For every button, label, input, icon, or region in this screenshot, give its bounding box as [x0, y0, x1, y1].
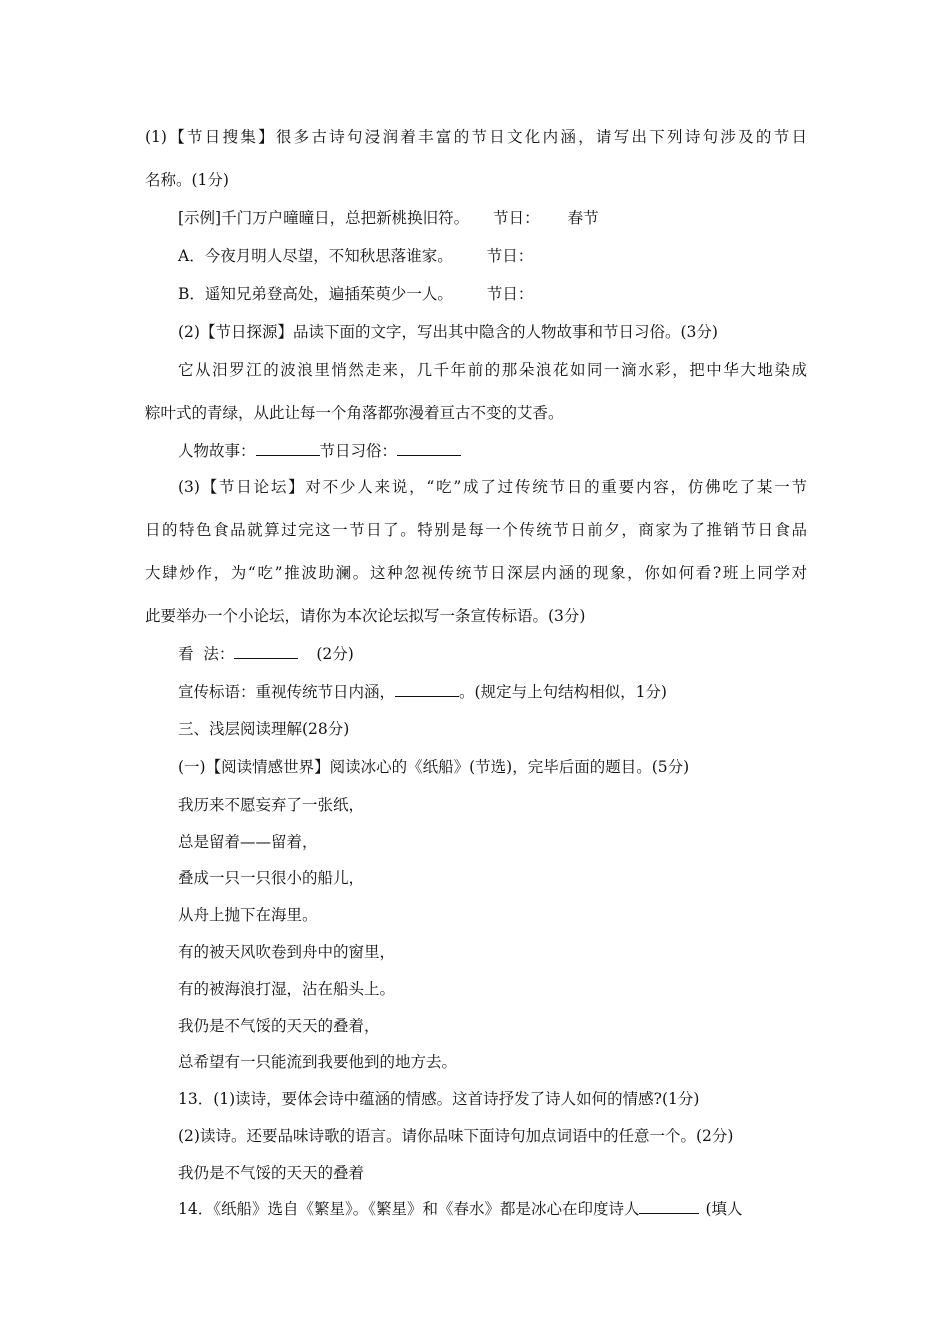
q3-view-blank[interactable] — [234, 644, 298, 659]
q1-item-b-label: 节日： — [486, 285, 534, 303]
q3-prompt-line3: 大肆炒作，为“吃”推波助澜。这种忽视传统节日深层内涵的现象，你如何看?班上同学对 — [145, 564, 807, 582]
poem-line-1: 我历来不愿妄弃了一张纸， — [178, 796, 365, 814]
q14-after: (填人 — [705, 1200, 743, 1218]
q3-view-row — [178, 644, 354, 664]
poem-line-7: 我仍是不气馁的天天的叠着， — [178, 1017, 380, 1035]
q2-prompt: (2)【节日探源】品读下面的文字，写出其中隐含的人物故事和节日习俗。(3分) — [178, 323, 718, 341]
q2-custom-blank[interactable] — [397, 441, 461, 456]
section3-sub1: (一)【阅读情感世界】阅读冰心的《纸船》(节选)，完毕后面的题目。(5分) — [178, 758, 690, 776]
q3-prompt-line1: (3)【节日论坛】对不少人来说，“吃”成了过传统节日的重要内容，仿佛吃了某一节 — [178, 478, 807, 496]
poem-line-8: 总希望有一只能流到我要他到的地方去。 — [178, 1053, 458, 1071]
poem-line-5: 有的被天风吹卷到舟中的窗里， — [178, 943, 396, 961]
q1-item-a-label: 节日： — [486, 247, 534, 265]
q2-story-label: 人物故事： — [178, 442, 256, 460]
q3-slogan-blank[interactable] — [395, 682, 459, 697]
q1-item-b — [178, 284, 533, 304]
q1-item-b-text: B．遥知兄弟登高处，遍插茱萸少一人。 — [178, 285, 453, 303]
q1-example-text: [示例]千门万户曈曈日，总把新桃换旧符。 — [178, 209, 470, 227]
q1-prompt-line1: (1)【节日搜集】很多古诗句浸润着丰富的节日文化内涵，请写出下列诗句涉及的节日 — [145, 128, 807, 146]
section3-heading: 三、浅层阅读理解(28分) — [178, 720, 350, 738]
q1-item-a-text: A．今夜月明人尽望，不知秋思落谁家。 — [178, 247, 453, 265]
q13-part2: (2)读诗。还要品味诗歌的语言。请你品味下面诗句加点词语中的任意一个。(2分) — [178, 1127, 734, 1145]
q1-example — [178, 208, 599, 228]
q1-example-label: 节日： — [493, 209, 540, 227]
q3-view-score: (2分) — [316, 645, 354, 663]
q2-passage-line2: 粽叶式的青绿，从此让每一个角落都弥漫着亘古不变的艾香。 — [145, 404, 564, 422]
q2-answer-row — [178, 441, 461, 461]
q3-prompt-line4: 此要举办一个小论坛，请你为本次论坛拟写一条宣传标语。(3分) — [145, 607, 586, 625]
q3-prompt-line2: 日的特色食品就算过完这一节日了。特别是每一个传统节日前夕，商家为了推销节日食品 — [145, 521, 807, 539]
q3-slogan-label: 宣传标语：重视传统节日内涵， — [178, 683, 396, 701]
q14-text: 14．《纸船》选自《繁星》。《繁星》和《春水》都是冰心在印度诗人 — [178, 1200, 640, 1218]
poem-line-4: 从舟上抛下在海里。 — [178, 906, 318, 924]
q2-story-blank[interactable] — [256, 441, 320, 456]
q13-part1: 13．(1)读诗，要体会诗中蕴涵的情感。这首诗抒发了诗人如何的情感?(1分) — [178, 1090, 700, 1108]
poem-line-3: 叠成一只一只很小的船儿， — [178, 869, 365, 887]
q3-slogan-note: 。(规定与上句结构相似，1分) — [459, 683, 667, 701]
q1-prompt-line2: 名称。(1分) — [145, 171, 229, 189]
q13-quote: 我仍是不气馁的天天的叠着 — [178, 1164, 365, 1182]
q1-example-answer: 春节 — [567, 209, 599, 227]
q2-custom-label: 节日习俗： — [319, 442, 398, 460]
q14-row — [178, 1199, 743, 1219]
poem-line-2: 总是留着——留着， — [178, 833, 318, 851]
q2-passage-line1: 它从汨罗江的波浪里悄然走来，几千年前的那朵浪花如同一滴水彩，把中华大地染成 — [178, 361, 807, 379]
poem-line-6: 有的被海浪打湿，沾在船头上。 — [178, 980, 396, 998]
q1-item-a — [178, 246, 533, 266]
q14-blank[interactable] — [639, 1199, 699, 1214]
q3-view-label: 看 法： — [178, 645, 235, 663]
q3-slogan-row — [178, 682, 667, 702]
